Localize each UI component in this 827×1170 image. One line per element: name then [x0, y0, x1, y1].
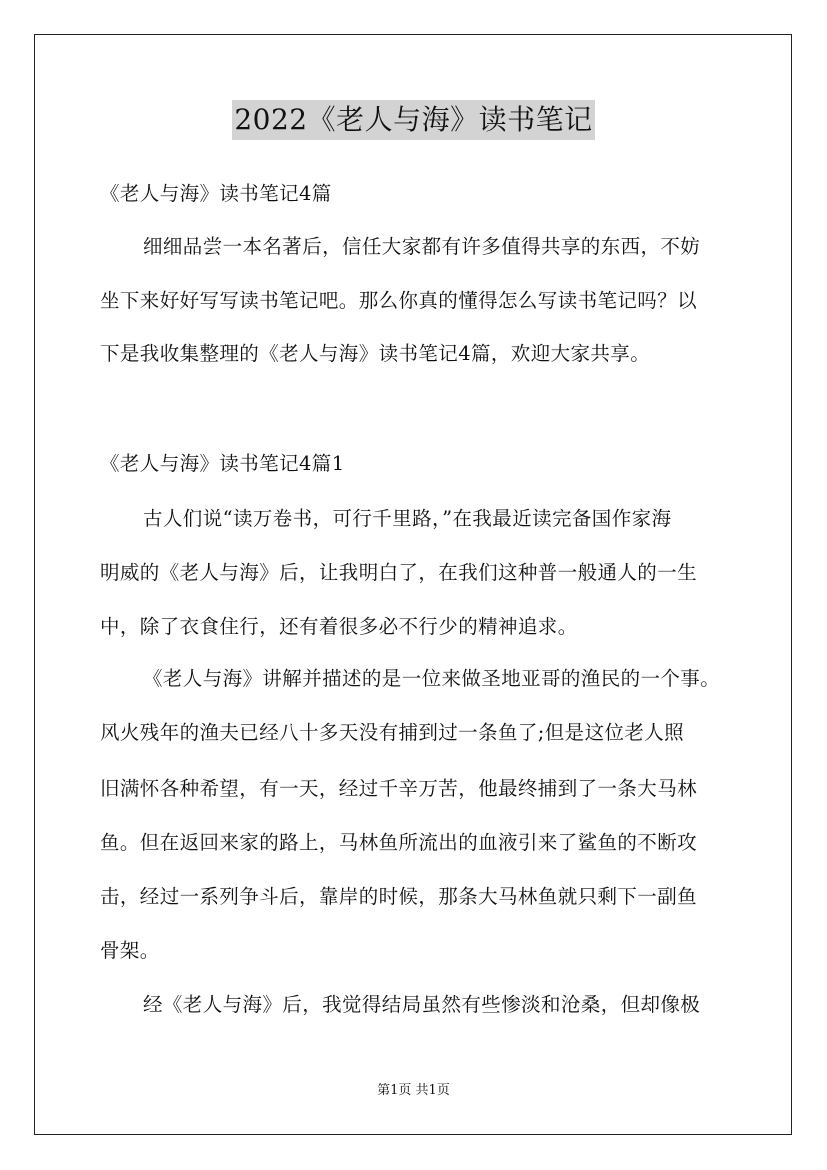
paragraph-line: 击，经过一系列争斗后，靠岸的时候，那条大马林鱼就只剩下一副鱼 [100, 885, 698, 908]
paragraph-line: 中，除了衣食住行，还有着很多必不行少的精神追求。 [100, 615, 578, 638]
paragraph-line: 古人们说“读万卷书，可行千里路，”在我最近读完备国作家海 [143, 507, 672, 530]
paragraph-line: 明威的《老人与海》后，让我明白了，在我们这种普一般通人的一生 [100, 561, 698, 584]
paragraph-line: 骨架。 [100, 939, 160, 962]
page-footer: 第1页 共1页 [377, 1083, 450, 1098]
paragraph-line: 鱼。但在返回来家的路上，马林鱼所流出的血液引来了鲨鱼的不断攻 [100, 831, 698, 854]
paragraph-line: 《老人与海》讲解并描述的是一位来做圣地亚哥的渔民的一个事。 [143, 667, 721, 690]
title-container [0, 100, 827, 140]
paragraph-line: 经《老人与海》后，我觉得结局虽然有些惨淡和沧桑，但却像极 [143, 993, 701, 1016]
paragraph-line: 细细品尝一本名著后，信任大家都有许多值得共享的东西，不妨 [143, 235, 701, 258]
subtitle: 《老人与海》读书笔记4篇 [100, 182, 332, 205]
document-title: 2022《老人与海》读书笔记 [232, 100, 594, 140]
section-heading: 《老人与海》读书笔记4篇1 [100, 452, 345, 475]
paragraph-line: 下是我收集整理的《老人与海》读书笔记4篇，欢迎大家共享。 [100, 342, 651, 365]
paragraph-line: 坐下来好好写写读书笔记吧。那么你真的懂得怎么写读书笔记吗？以 [100, 289, 698, 312]
paragraph-line: 风火残年的渔夫已经八十多天没有捕到过一条鱼了;但是这位老人照 [100, 721, 685, 744]
paragraph-line: 旧满怀各种希望，有一天，经过千辛万苦，他最终捕到了一条大马林 [100, 777, 698, 800]
